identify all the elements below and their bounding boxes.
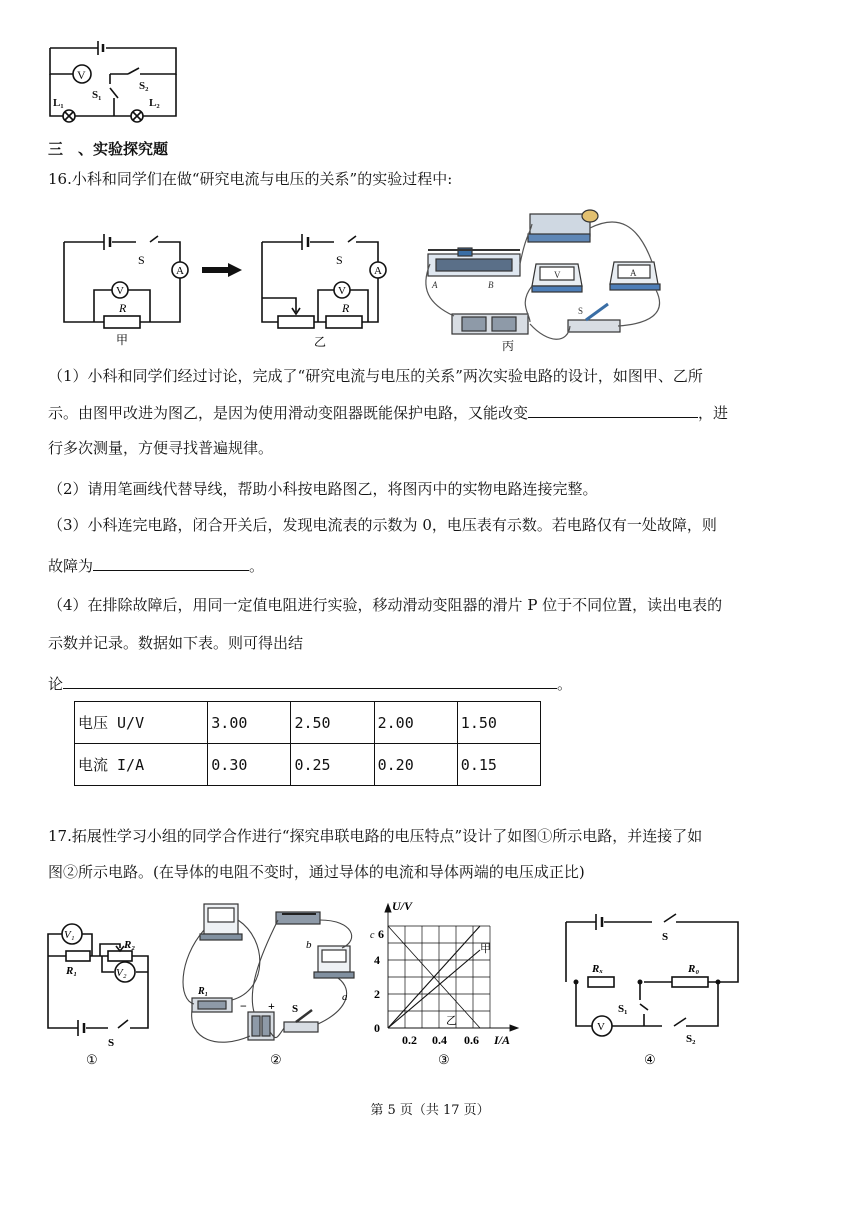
page-footer: 第 5 页（共 17 页） [370, 1103, 490, 1118]
q17-fig1 [40, 918, 160, 1068]
q17-fig3-xtick-06: 0.6 [464, 1033, 479, 1047]
section-title: 三 、实验探究题 [48, 140, 169, 158]
q16-yi-s: S [336, 253, 343, 267]
q16-p3-line2a: 故障为 [48, 557, 94, 575]
q16-label-jia: 甲 [116, 333, 129, 346]
q16-fig-yi [256, 228, 396, 348]
q17-fig3-c: c [370, 930, 375, 941]
q16-p1-line3: 行多次测量，方便寻找普遍规律。 [48, 439, 274, 457]
table-row [75, 702, 541, 744]
q16-p4-line3b: 。 [557, 675, 573, 693]
q16-answer-blank-2[interactable] [93, 556, 249, 571]
q16-p1-line1: （1）小科和同学们经过讨论，完成了“研究电流与电压的关系”两次实验电路的设计，如图甲、乙所 [48, 367, 703, 385]
table-cell: 0.15 [457, 744, 540, 786]
q17-fig3-yi: 乙 [446, 1015, 457, 1027]
q16-bing-a: A [432, 280, 438, 290]
q17-fig4-v: V [597, 1021, 605, 1033]
top-fig-l1: L₁ [53, 97, 64, 109]
table-row [75, 744, 541, 786]
table-cell: 2.00 [374, 702, 457, 744]
q17-fig1-r2: R₂ [124, 939, 136, 951]
q17-fig1-r1: R₁ [66, 965, 78, 977]
q16-arrow [200, 262, 244, 278]
table-cell: 0.30 [208, 744, 291, 786]
top-fig-s2: S₂ [139, 80, 149, 92]
q17-fig4 [552, 904, 752, 1068]
q17-fig3-xtick-02: 0.2 [402, 1033, 417, 1047]
q17-fig2-a: a [342, 991, 348, 1003]
top-fig-s1: S₁ [92, 89, 102, 101]
q17-fig1-num: ① [86, 1052, 98, 1067]
q17-fig2-b: b [306, 939, 312, 951]
q17-fig3-ytick-2: 2 [374, 987, 380, 1001]
q17-fig3-xtick-04: 0.4 [432, 1033, 447, 1047]
q17-fig1-s: S [108, 1037, 115, 1049]
table-cell: 电流 I/A [75, 744, 208, 786]
q16-bing-b: B [488, 280, 494, 290]
q17-fig3-xlabel: I/A [494, 1033, 511, 1047]
q17-fig3-ytick-6: 6 [378, 927, 384, 941]
q17-fig2-s: S [292, 1003, 299, 1015]
q16-p4-line2: 示数并记录。数据如下表。则可得出结 [48, 634, 304, 652]
top-circuit-diagram [40, 32, 190, 128]
q17-fig1-v1: V₁ [64, 929, 75, 941]
table-cell: 3.00 [208, 702, 291, 744]
q16-jia-s: S [138, 253, 145, 267]
q16-p1-line2 [48, 403, 728, 423]
q16-data-table [74, 701, 541, 786]
q16-jia-r: R [119, 301, 127, 315]
q16-fig-jia [58, 228, 198, 346]
q16-jia-v: V [116, 285, 124, 297]
q17-fig1-v2: V₂ [116, 967, 127, 979]
q17-fig3-jia: 甲 [480, 943, 491, 955]
q17-fig2-num: ② [270, 1052, 282, 1067]
q16-p4-line3 [48, 674, 572, 694]
q17-fig2-minus: − [240, 999, 247, 1013]
q17-fig3-ytick-0: 0 [374, 1021, 380, 1035]
table-cell: 电压 U/V [75, 702, 208, 744]
q17-fig3-ytick-4: 4 [374, 953, 380, 967]
q16-label-bing: 丙 [502, 339, 515, 352]
q16-p3-line1: （3）小科连完电路，闭合开关后，发现电流表的示数为 0，电压表有示数。若电路仅有一处故障，则 [48, 516, 717, 534]
q17-fig4-num: ④ [644, 1052, 656, 1067]
q17-fig4-s2: S₂ [686, 1033, 696, 1045]
q16-p4-line1: （4）在排除故障后，用同一定值电阻进行实验，移动滑动变阻器的滑片 P 位于不同位置，读出电表的 [48, 596, 723, 614]
q16-stem: 16.小科和同学们在做“研究电流与电压的关系”的实验过程中: [48, 170, 453, 188]
q16-yi-a: A [374, 265, 382, 277]
table-cell: 1.50 [457, 702, 540, 744]
q17-line2: 图②所示电路。(在导体的电阻不变时，通过导体的电流和导体两端的电压成正比) [48, 863, 585, 881]
top-fig-l2: L₂ [149, 97, 160, 109]
q17-fig2-r1: R₁ [198, 986, 209, 997]
table-cell: 0.25 [291, 744, 374, 786]
q17-fig4-r0: R₀ [688, 963, 700, 975]
q17-line1: 17.拓展性学习小组的同学合作进行“探究串联电路的电压特点”设计了如图①所示电路，并连接了如 [48, 827, 703, 845]
q17-fig2 [178, 900, 374, 1068]
table-cell: 2.50 [291, 702, 374, 744]
q17-fig3-grid [388, 926, 490, 1028]
top-fig-v: V [77, 68, 86, 82]
q17-fig3 [366, 898, 526, 1068]
q16-p4-line3a: 论 [48, 675, 64, 693]
q16-p3-line2 [48, 556, 264, 576]
q16-p1-line2a: 示。由图甲改进为图乙，是因为使用滑动变阻器既能保护电路，又能改变 [48, 404, 529, 422]
q17-fig2-plus: + [268, 999, 275, 1013]
q16-bing-s: S [578, 306, 584, 316]
q16-label-yi: 乙 [314, 335, 327, 348]
table-cell: 0.20 [374, 744, 457, 786]
q17-fig4-rx: Rₓ [592, 963, 604, 975]
q16-p3-line2b: 。 [249, 557, 265, 575]
q16-bing-ammeter: A [630, 268, 637, 278]
q16-p1-line2b: ，进 [698, 404, 729, 422]
q16-answer-blank-3[interactable] [63, 674, 557, 689]
q16-answer-blank-1[interactable] [528, 403, 698, 418]
q16-fig-bing [418, 204, 680, 352]
q16-yi-r: R [342, 301, 350, 315]
q17-fig3-num: ③ [438, 1052, 450, 1067]
q16-jia-a: A [176, 265, 184, 277]
q16-p2: （2）请用笔画线代替导线，帮助小科按电路图乙，将图丙中的实物电路连接完整。 [48, 480, 598, 498]
q16-yi-v: V [338, 285, 346, 297]
q17-fig3-ylabel: U/V [392, 899, 413, 913]
q17-fig4-s1: S₁ [618, 1003, 628, 1015]
q17-fig4-s: S [662, 931, 669, 943]
q16-bing-v: V [554, 270, 561, 280]
